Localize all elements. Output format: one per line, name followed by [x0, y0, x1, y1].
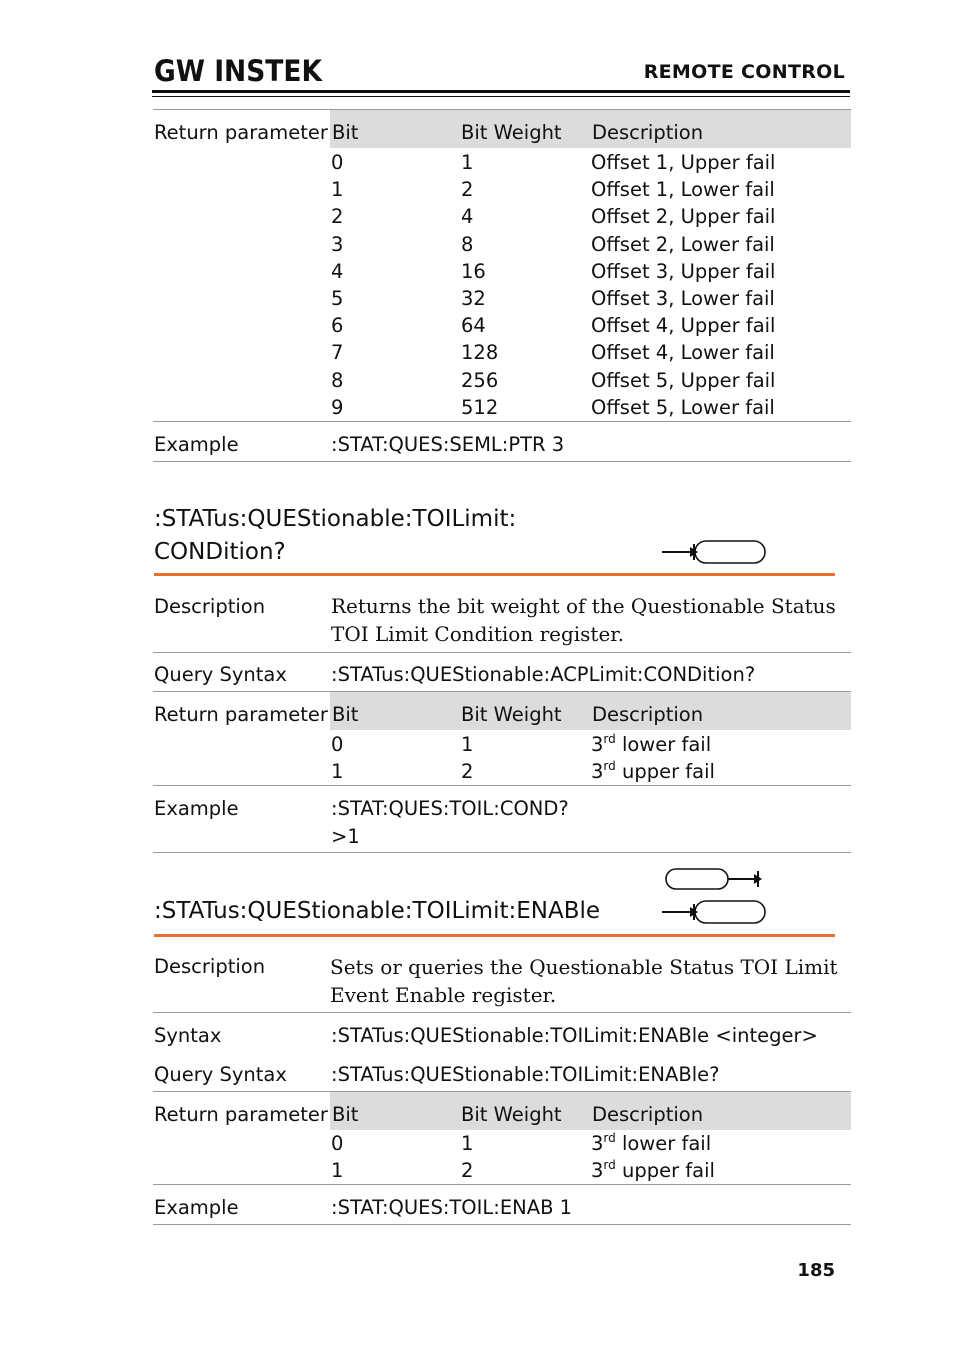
- divider: [153, 652, 851, 653]
- return-parameter-label: Return parameter: [154, 121, 328, 144]
- desc-cell: [591, 1130, 711, 1157]
- return-parameter-label: Return parameter: [154, 1103, 328, 1126]
- desc-cell: Offset 4, Upper fail: [591, 314, 776, 338]
- query-syntax-label: Query Syntax: [154, 1063, 287, 1086]
- desc-text: upper fail: [615, 1159, 715, 1182]
- section-header: REMOTE CONTROL: [643, 61, 845, 83]
- query-icon: [660, 898, 770, 928]
- ordinal-number: 3: [591, 760, 604, 783]
- query-icon: [660, 538, 770, 568]
- desc-cell: Offset 5, Upper fail: [591, 368, 776, 392]
- weight-cell: 128: [461, 341, 499, 365]
- bit-cell: 0: [331, 733, 344, 756]
- weight-cell: 8: [461, 232, 474, 256]
- weight-cell: 2: [461, 760, 474, 783]
- weight-cell: 1: [461, 151, 474, 174]
- col-weight-header: Bit Weight: [461, 121, 562, 144]
- description-label: Description: [154, 595, 266, 618]
- divider: [153, 461, 851, 462]
- divider: [153, 852, 851, 853]
- command-title: :STATus:QUEStionable:TOILimit:ENABle: [154, 898, 601, 924]
- col-bit-header: Bit: [332, 1103, 359, 1126]
- bit-cell: 1: [331, 1159, 344, 1182]
- example-line1: :STAT:QUES:TOIL:COND?: [331, 797, 569, 820]
- col-desc-header: Description: [592, 1103, 704, 1126]
- divider: [153, 1184, 851, 1185]
- header-rule-thick: [152, 90, 850, 93]
- set-icon: [660, 866, 770, 894]
- ordinal-number: 3: [591, 1159, 604, 1182]
- description-line1: Returns the bit weight of the Questionable Status: [331, 594, 836, 618]
- brand-logo-text: GW INSTEK: [154, 56, 324, 84]
- desc-text: upper fail: [615, 760, 715, 783]
- example-label: Example: [154, 1196, 239, 1219]
- bit-cell: 0: [331, 151, 344, 174]
- desc-text: lower fail: [615, 733, 712, 756]
- weight-cell: 1: [461, 733, 474, 756]
- ordinal-suffix: rd: [603, 1158, 616, 1172]
- ordinal-number: 3: [591, 1132, 604, 1155]
- bit-cell: 1: [331, 760, 344, 783]
- example-label: Example: [154, 797, 239, 820]
- query-syntax-value: :STATus:QUEStionable:ACPLimit:CONDition?: [331, 663, 756, 686]
- ordinal-suffix: rd: [603, 1131, 616, 1145]
- bit-cell: 2: [331, 205, 344, 229]
- bit-cell: 7: [331, 341, 344, 365]
- weight-cell: 2: [461, 178, 474, 202]
- bit-cell: 6: [331, 314, 344, 338]
- command-title-line2: CONDition?: [154, 539, 286, 565]
- bit-cell: 1: [331, 178, 344, 202]
- divider: [153, 785, 851, 786]
- weight-cell: 4: [461, 205, 474, 229]
- brand-logo: [154, 56, 324, 84]
- command-title-line1: :STATus:QUEStionable:TOILimit:: [154, 506, 517, 532]
- header-rule-thin: [152, 96, 850, 97]
- weight-cell: 2: [461, 1159, 474, 1182]
- bit-cell: 9: [331, 395, 344, 419]
- bit-cell: 5: [331, 287, 344, 310]
- description-line1: Sets or queries the Questionable Status TOI Limit: [330, 955, 838, 979]
- bit-cell: 4: [331, 259, 344, 283]
- weight-cell: 256: [461, 368, 499, 392]
- ordinal-suffix: rd: [603, 759, 616, 773]
- query-syntax-value: :STATus:QUEStionable:TOILimit:ENABle?: [331, 1063, 720, 1086]
- bit-cell: 0: [331, 1132, 344, 1155]
- example-line2: >1: [331, 825, 360, 848]
- description-line2: TOI Limit Condition register.: [331, 622, 625, 646]
- desc-cell: [591, 758, 715, 785]
- table-header-bg: [330, 692, 851, 730]
- example-value: :STAT:QUES:TOIL:ENAB 1: [331, 1196, 573, 1219]
- col-bit-header: Bit: [332, 703, 359, 726]
- divider: [153, 421, 851, 422]
- weight-cell: 16: [461, 259, 486, 283]
- ordinal-suffix: rd: [603, 732, 616, 746]
- bit-cell: 3: [331, 232, 344, 256]
- col-desc-header: Description: [592, 121, 704, 144]
- table-header-bg: [330, 1092, 851, 1130]
- desc-cell: [591, 731, 711, 758]
- description-line2: Event Enable register.: [330, 983, 557, 1007]
- syntax-label: Syntax: [154, 1024, 222, 1047]
- table-header-bg: [330, 110, 851, 148]
- description-label: Description: [154, 955, 266, 978]
- section-rule: [154, 573, 835, 576]
- section-rule: [154, 934, 835, 937]
- desc-cell: Offset 1, Upper fail: [591, 151, 776, 174]
- divider: [153, 1012, 851, 1013]
- col-weight-header: Bit Weight: [461, 1103, 562, 1126]
- example-value: :STAT:QUES:SEML:PTR 3: [331, 433, 565, 456]
- weight-cell: 64: [461, 314, 486, 338]
- page-number: 185: [797, 1260, 835, 1281]
- desc-cell: Offset 2, Upper fail: [591, 205, 776, 229]
- weight-cell: 32: [461, 287, 486, 310]
- divider: [153, 1224, 851, 1225]
- col-desc-header: Description: [592, 703, 704, 726]
- desc-cell: Offset 3, Upper fail: [591, 259, 776, 283]
- ordinal-number: 3: [591, 733, 604, 756]
- desc-cell: Offset 2, Lower fail: [591, 232, 775, 256]
- bit-cell: 8: [331, 368, 344, 392]
- desc-cell: Offset 1, Lower fail: [591, 178, 775, 202]
- example-label: Example: [154, 433, 239, 456]
- col-bit-header: Bit: [332, 121, 359, 144]
- desc-cell: Offset 4, Lower fail: [591, 341, 775, 365]
- query-syntax-label: Query Syntax: [154, 663, 287, 686]
- weight-cell: 1: [461, 1132, 474, 1155]
- desc-text: lower fail: [615, 1132, 712, 1155]
- desc-cell: Offset 5, Lower fail: [591, 395, 775, 419]
- desc-cell: [591, 1157, 715, 1184]
- weight-cell: 512: [461, 395, 499, 419]
- return-parameter-label: Return parameter: [154, 703, 328, 726]
- syntax-value: :STATus:QUEStionable:TOILimit:ENABle <integer>: [331, 1024, 818, 1047]
- desc-cell: Offset 3, Lower fail: [591, 287, 775, 310]
- col-weight-header: Bit Weight: [461, 703, 562, 726]
